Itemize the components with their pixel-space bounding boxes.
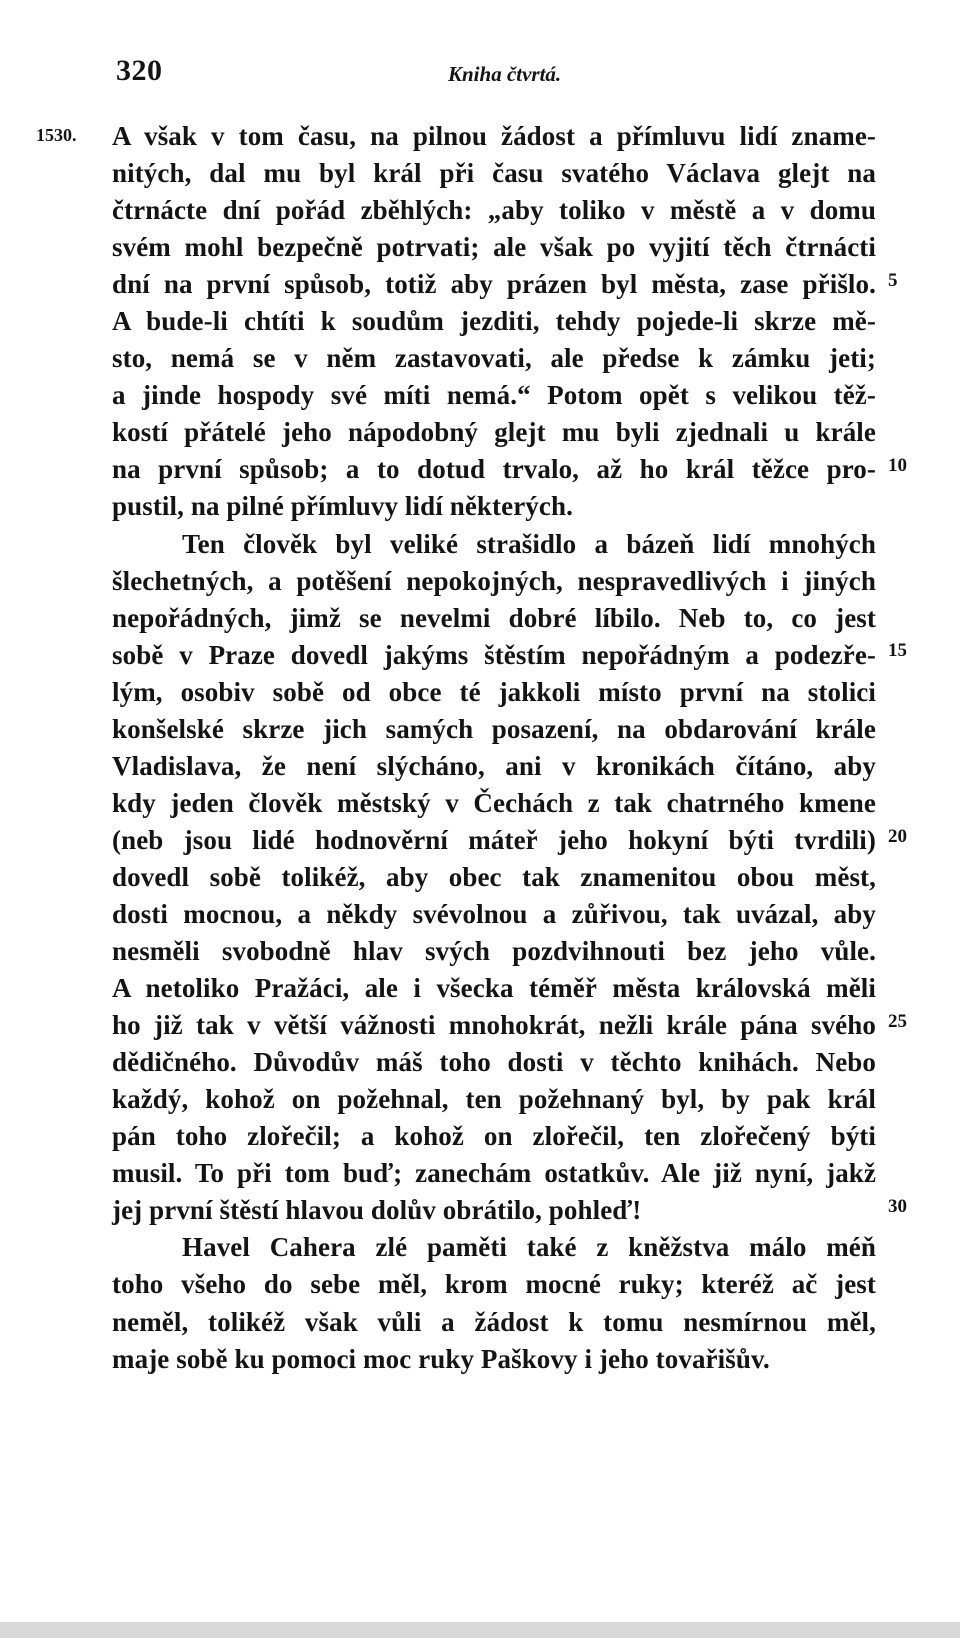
text-line: konšelské skrze jich samých posazení, na obdarování krále xyxy=(112,713,876,744)
text-line: Havel Cahera zlé paměti také z kněžstva málo méň xyxy=(182,1232,876,1263)
running-title: Kniha čtvrtá. xyxy=(448,62,562,86)
margin-year-note: 1530. xyxy=(36,125,77,145)
text-line: A však v tom času, na pilnou žádost a přímluvu lidí zname- xyxy=(112,121,876,151)
text-line: neměl, tolikéž však vůli a žádost k tomu nesmírnou měl, xyxy=(112,1306,876,1337)
line-number-10: 10 xyxy=(888,455,907,476)
text-line: lým, osobiv sobě od obce té jakkoli místo první na stolici xyxy=(112,676,876,707)
text-line: nitých, dal mu byl král při času svatého Václava glejt na xyxy=(112,158,876,189)
text-line: dědičného. Důvodův máš toho dosti v těchto knihách. Nebo xyxy=(112,1047,876,1078)
text-line: dosti mocnou, a někdy svévolnou a zůřivou, tak uvázal, aby xyxy=(112,898,876,929)
line-number-20: 20 xyxy=(888,826,907,847)
text-line: jej první štěstí hlavou dolův obrátilo, pohleď! xyxy=(112,1195,642,1226)
text-line: svém mohl bezpečně potrvati; ale však po vyjití těch čtrnácti xyxy=(112,232,876,263)
text-line: A bude-li chtíti k soudům jezditi, tehdy pojede-li skrze mě- xyxy=(112,306,876,337)
text-line: nesměli svobodně hlav svých pozdvihnouti bez jeho vůle. xyxy=(112,936,876,967)
text-line: na první spůsob; a to dotud trvalo, až ho král těžce pro- xyxy=(112,454,876,485)
text-line: ho již tak v větší vážnosti mnohokrát, nežli krále pána svého xyxy=(112,1010,876,1041)
text-line: kdy jeden člověk městský v Čechách z tak chatrného kmene xyxy=(112,787,876,818)
text-line: a jinde hospody své míti nemá.“ Potom opět s velikou těž- xyxy=(112,380,876,411)
text-line: dní na první spůsob, totiž aby prázen byl města, zase přišlo. xyxy=(112,269,876,300)
line-number-15: 15 xyxy=(888,640,907,661)
text-line: sobě v Praze dovedl jakýms štěstím nepořádným a podezře- xyxy=(112,639,876,670)
text-line: maje sobě ku pomoci moc ruky Paškovy i jeho tovařišův. xyxy=(112,1343,770,1374)
text-line: toho všeho do sebe měl, krom mocné ruky; kteréž ač jest xyxy=(112,1269,876,1300)
text-line: každý, kohož on požehnal, ten požehnaný byl, by pak král xyxy=(112,1084,876,1115)
page-number: 320 xyxy=(116,54,163,87)
text-line: šlechetných, a potěšení nepokojných, nespravedlivých i jiných xyxy=(112,565,876,596)
line-number-25: 25 xyxy=(888,1011,907,1032)
text-line: musil. To při tom buď; zanechám ostatkův. Ale již nyní, jakž xyxy=(112,1158,876,1189)
text-line: (neb jsou lidé hodnověrní máteř jeho hokyní býti tvrdili) xyxy=(112,824,876,855)
text-line: Ten člověk byl veliké strašidlo a bázeň lidí mnohých xyxy=(182,528,876,559)
line-number-5: 5 xyxy=(888,270,898,291)
text-line: kostí přátelé jeho nápodobný glejt mu byli zjednali u krále xyxy=(112,417,876,448)
text-line: dovedl sobě tolikéž, aby obec tak znamenitou obou měst, xyxy=(112,861,876,892)
text-line: nepořádných, jimž se nevelmi dobré líbilo. Neb to, co jest xyxy=(112,602,876,633)
text-line: sto, nemá se v něm zastavovati, ale předse k zámku jeti; xyxy=(112,343,876,374)
text-line: pustil, na pilné přímluvy lidí některých. xyxy=(112,491,573,522)
text-line: A netoliko Pražáci, ale i všecka téměř města královská měli xyxy=(112,973,876,1004)
text-line: pán toho zlořečil; a kohož on zlořečil, ten zlořečený býti xyxy=(112,1121,876,1152)
text-line: čtrnácte dní pořád zběhlých: „aby toliko v městě a v domu xyxy=(112,195,876,226)
body-text xyxy=(112,118,876,1378)
line-number-30: 30 xyxy=(888,1196,907,1217)
scan-bottom-edge xyxy=(0,1622,960,1638)
text-line: Vladislava, že není slýcháno, ani v kronikách čítáno, aby xyxy=(112,750,876,781)
